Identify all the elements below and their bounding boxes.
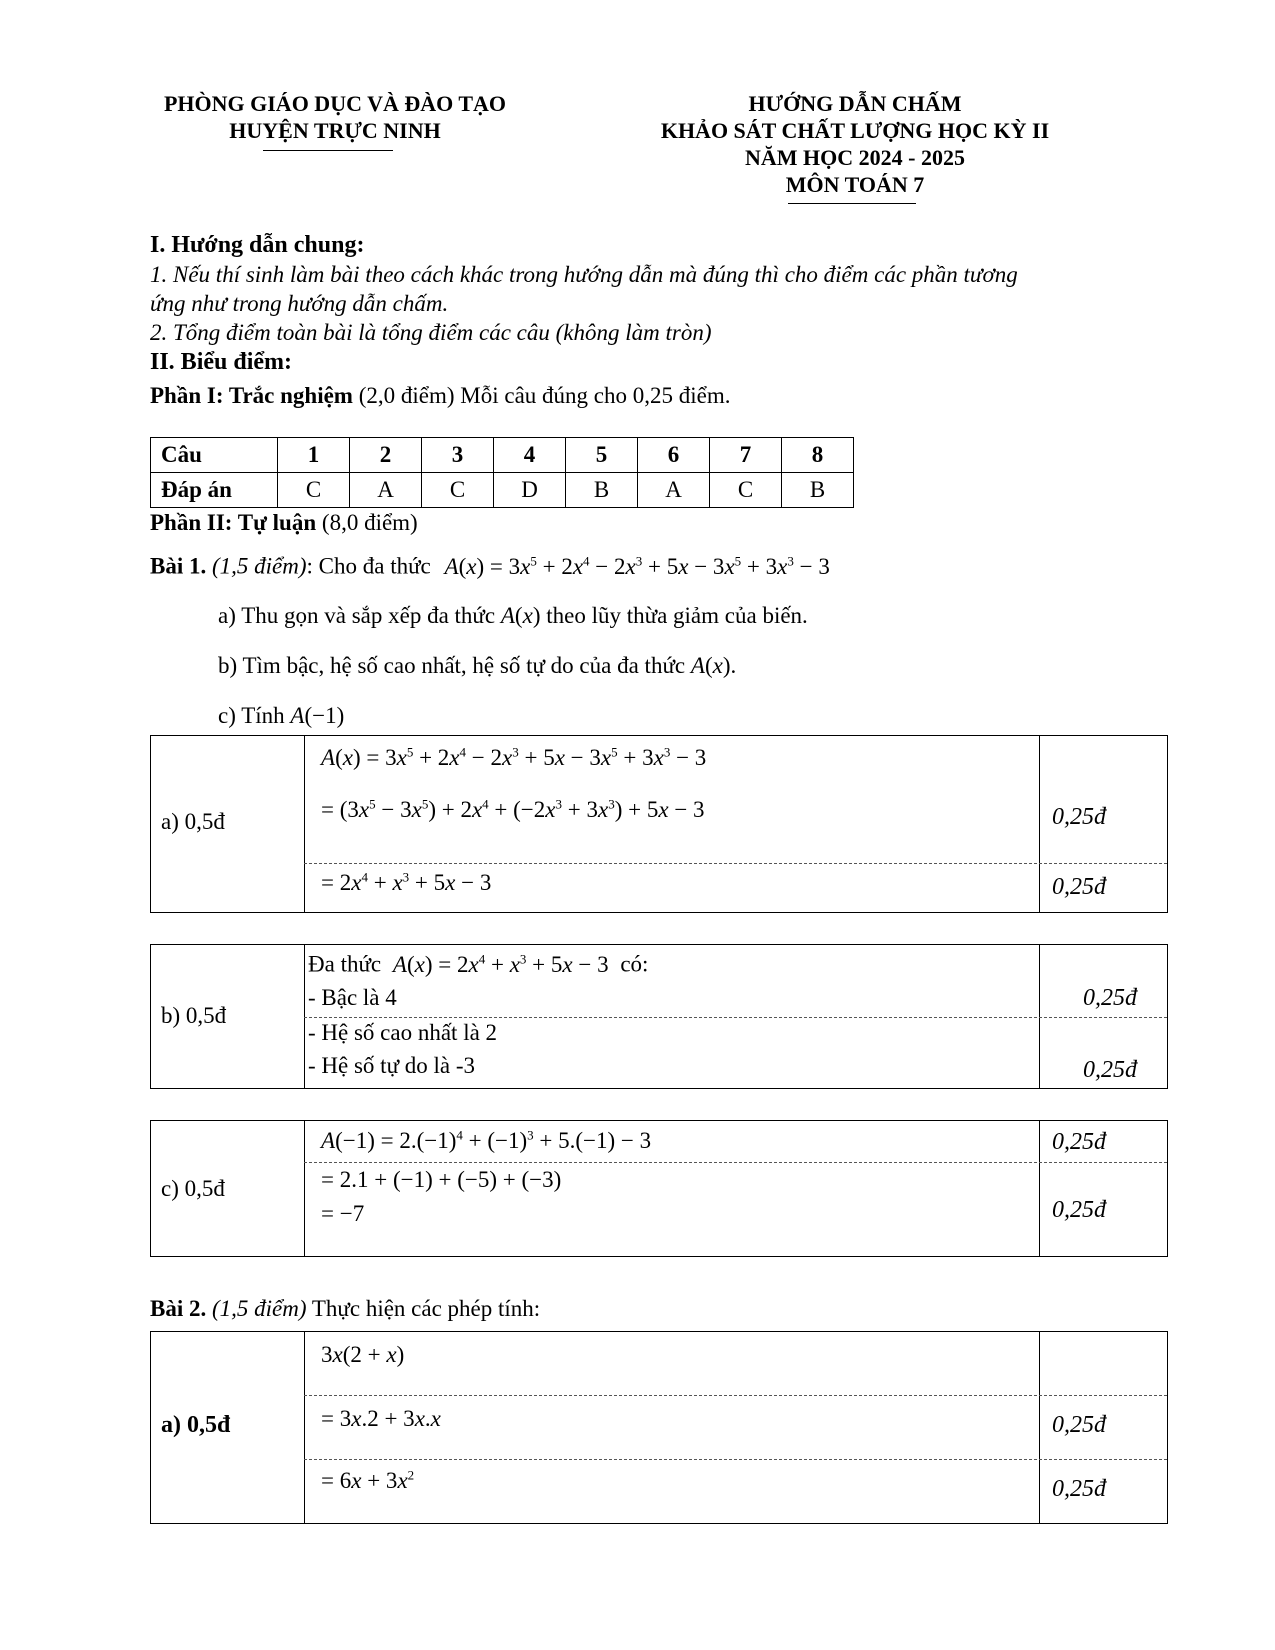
bai2-points: (1,5 điểm): [211, 1296, 307, 1321]
bai1-a-score-1: 0,25đ: [1052, 804, 1106, 830]
bai2-a-score-2: 0,25đ: [1052, 1476, 1106, 1502]
bai1-b-poly: $A(x) = 2x^4 + x^3 + 5x - 3$: [392, 951, 609, 977]
bai2-label: Bài 2.: [150, 1296, 207, 1321]
mc-question-1: 1: [278, 438, 350, 473]
mc-answer-5: B: [566, 473, 638, 508]
bai1-a-box: [150, 735, 1168, 913]
bai1-a-label: a) 0,5đ: [161, 809, 225, 834]
bai1-qb-text: b) Tìm bậc, hệ số cao nhất, hệ số tự do của đa thức: [218, 653, 686, 678]
mc-question-8: 8: [782, 438, 854, 473]
mc-question-7: 7: [710, 438, 782, 473]
bai1-qa-text: a) Thu gọn và sắp xếp đa thức: [218, 603, 496, 628]
mc-answer-1: C: [278, 473, 350, 508]
bai1-statement: [150, 553, 830, 580]
bai1-b-score-2: 0,25đ: [1083, 1057, 1137, 1083]
header-right: [595, 90, 1115, 198]
mc-row1-label: Câu: [151, 438, 278, 473]
district-name: HUYỆN TRỰC NINH: [229, 118, 441, 143]
general-item-2: 2. Tổng điểm toàn bài là tổng điểm các câu (không làm tròn): [150, 320, 712, 345]
bai2-a-score-1: 0,25đ: [1052, 1412, 1106, 1438]
bai1-c-divider: [304, 1162, 1167, 1163]
bai1-b-line1-post: có:: [620, 951, 649, 977]
bai2-a-step2: = 3x.2 + 3x.x: [321, 1406, 441, 1431]
bai1-a-score-2: 0,25đ: [1052, 874, 1106, 900]
bai1-qa-math: A(x): [500, 603, 541, 628]
part2-title: Phần II: Tự luận: [150, 510, 317, 535]
mc-answer-table: [150, 437, 854, 508]
mc-question-2: 2: [350, 438, 422, 473]
part2-heading: [150, 510, 418, 536]
bai1-b-line1: [308, 951, 648, 978]
general-item-1a: 1. Nếu thí sinh làm bài theo cách khác trong hướng dẫn mà đúng thì cho điểm các phần tương: [150, 262, 1018, 287]
bai1-b-box: [150, 944, 1168, 1089]
bai1-b-degree: - Bậc là 4: [308, 985, 397, 1010]
bai1-qc-text: c) Tính: [218, 703, 285, 728]
mc-row2-label: Đáp án: [151, 473, 278, 508]
mc-question-3: 3: [422, 438, 494, 473]
bai1-label: Bài 1.: [150, 553, 207, 579]
bai1-c-label-cell: [151, 1121, 305, 1256]
bai1-intro: : Cho đa thức: [306, 553, 431, 579]
bai1-b-divider: [304, 1017, 1167, 1018]
header-left-underline: [263, 150, 393, 151]
mc-question-4: 4: [494, 438, 566, 473]
bai1-c-score-1: 0,25đ: [1052, 1129, 1106, 1155]
bai1-question-b: [218, 653, 736, 679]
doc-subtitle: KHẢO SÁT CHẤT LƯỢNG HỌC KỲ II: [660, 118, 1050, 143]
bai1-c-label: c) 0,5đ: [161, 1176, 225, 1201]
bai1-c-step3: = −7: [321, 1201, 365, 1226]
school-year: NĂM HỌC 2024 - 2025: [745, 145, 965, 170]
bai1-b-leading-coef: - Hệ số cao nhất là 2: [308, 1020, 498, 1045]
scoring-heading: II. Biểu điểm:: [150, 349, 293, 375]
part1-heading: [150, 383, 730, 409]
bai1-a-step2: = $(3x^5 - 3x^5) + 2x^4 + (-2x^3 + 3x^3) + 5x - 3$: [321, 796, 705, 822]
general-item-1b: ứng như trong hướng dẫn chấm.: [150, 291, 449, 316]
mc-answer-6: A: [638, 473, 710, 508]
bai1-question-c: [218, 703, 344, 729]
bai1-b-constant-term: - Hệ số tự do là -3: [308, 1053, 476, 1078]
mc-question-6: 6: [638, 438, 710, 473]
bai2-statement: [150, 1296, 540, 1322]
bai1-qc-math: A(−1): [290, 703, 345, 728]
department-name: PHÒNG GIÁO DỤC VÀ ĐÀO TẠO: [163, 91, 507, 116]
bai1-points: (1,5 điểm): [211, 553, 307, 579]
bai2-a-step3: = $6x + 3x^2$: [321, 1467, 415, 1493]
bai1-a-step3: = $2x^4 + x^3 + 5x - 3$: [321, 869, 492, 895]
mc-answer-3: C: [422, 473, 494, 508]
bai1-a-divider: [304, 863, 1167, 864]
subject: MÔN TOÁN 7: [785, 172, 925, 197]
bai2-a-divider-1: [304, 1395, 1167, 1396]
mc-answer-8: B: [782, 473, 854, 508]
bai1-c-step1: $A(-1) = 2.(-1)^4 + (-1)^3 + 5.(-1) - 3$: [321, 1127, 652, 1153]
bai1-b-label: b) 0,5đ: [161, 1003, 227, 1028]
part2-desc: (8,0 điểm): [316, 510, 418, 535]
bai1-qb-math: A(x).: [690, 653, 737, 678]
mc-answer-7: C: [710, 473, 782, 508]
bai1-c-score-2: 0,25đ: [1052, 1197, 1106, 1223]
bai2-a-label-cell: [151, 1332, 305, 1523]
mc-answer-2: A: [350, 473, 422, 508]
bai1-qa-end: theo lũy thừa giảm của biến.: [546, 603, 808, 628]
bai1-b-score-1: 0,25đ: [1083, 985, 1137, 1011]
bai1-b-label-cell: [151, 945, 305, 1088]
mc-question-5: 5: [566, 438, 638, 473]
bai2-a-step1: 3x(2 + x): [321, 1342, 405, 1367]
mc-answer-4: D: [494, 473, 566, 508]
part1-title: Phần I: Trắc nghiệm: [150, 383, 353, 408]
bai2-intro: Thực hiện các phép tính:: [306, 1296, 541, 1321]
header-right-underline: [788, 203, 916, 204]
mc-row-questions: [151, 438, 854, 473]
bai2-a-box: [150, 1331, 1168, 1524]
general-heading: I. Hướng dẫn chung:: [150, 232, 365, 258]
bai1-a-step1: $A(x) = 3x^5 + 2x^4 - 2x^3 + 5x - 3x^5 + 3x^3 - 3$: [321, 744, 707, 770]
doc-title: HƯỚNG DẪN CHẤM: [748, 91, 962, 116]
bai1-a-label-cell: [151, 736, 305, 912]
header-left: [125, 90, 545, 144]
bai1-c-box: [150, 1120, 1168, 1257]
bai2-a-label: a) 0,5đ: [161, 1412, 231, 1438]
bai1-question-a: [218, 603, 808, 629]
bai2-a-divider-2: [304, 1459, 1167, 1460]
part1-desc: (2,0 điểm) Mỗi câu đúng cho 0,25 điểm.: [352, 383, 731, 408]
bai1-b-line1-pre: Đa thức: [308, 951, 382, 977]
bai1-polynomial: $A(x) = 3x^5 + 2x^4 - 2x^3 + 5x - 3x^5 + 3x^3 - 3$: [444, 553, 830, 579]
bai1-c-step2: = 2.1 + (−1) + (−5) + (−3): [321, 1167, 562, 1192]
mc-row-answers: [151, 473, 854, 508]
